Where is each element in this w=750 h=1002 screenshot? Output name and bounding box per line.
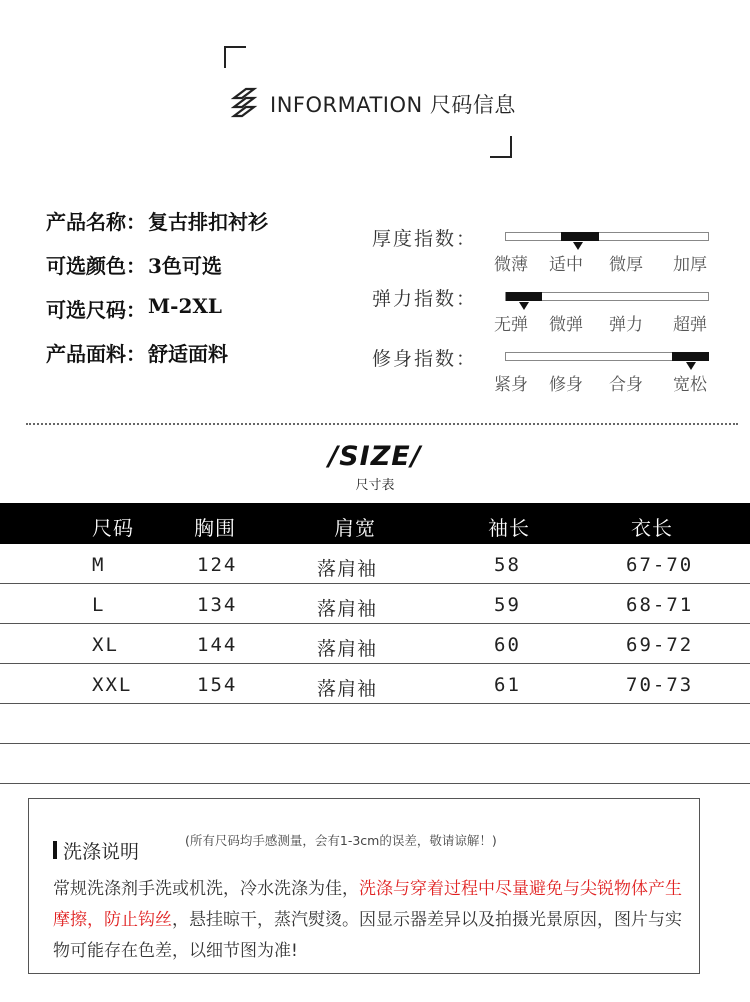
info-value: 3色可选 xyxy=(148,254,222,278)
table-cell: 68-71 xyxy=(626,594,694,616)
care-text-normal: 常规洗涤剂手洗或机洗，冷水洗涤为佳， xyxy=(53,879,359,899)
index-option: 紧身 xyxy=(494,375,528,395)
table-cell: 60 xyxy=(494,634,521,656)
column-header: 尺码 xyxy=(92,516,134,540)
table-cell: 落肩袖 xyxy=(317,638,378,660)
info-label: 可选颜色： xyxy=(46,254,146,278)
table-row xyxy=(0,544,750,584)
table-row xyxy=(0,664,750,704)
index-fill xyxy=(561,232,599,241)
header-title: INFORMATION 尺码信息 xyxy=(270,93,516,117)
table-cell: 134 xyxy=(197,594,238,616)
index-fill xyxy=(506,292,542,301)
info-value: M-2XL xyxy=(148,294,222,318)
index-label: 弹力指数： xyxy=(372,288,478,310)
index-track xyxy=(505,232,709,241)
index-option: 适中 xyxy=(549,255,583,275)
table-cell: 124 xyxy=(197,554,238,576)
table-cell: 落肩袖 xyxy=(317,678,378,700)
table-cell: 69-72 xyxy=(626,634,694,656)
table-cell: M xyxy=(92,554,106,576)
info-value: 舒适面料 xyxy=(148,342,228,366)
index-pointer-icon xyxy=(686,362,696,370)
column-header: 胸围 xyxy=(194,516,236,540)
care-text-warning: 洗涤与穿着过程中尽量避免与尖锐物体产生摩擦，防止钩丝 xyxy=(53,879,682,930)
table-cell: L xyxy=(92,594,106,616)
index-options xyxy=(494,250,720,275)
info-row-color xyxy=(46,250,268,294)
care-text-normal: ，悬挂晾干，蒸汽熨烫。因显示器差异以及拍摄光景原因，图片与实物可能存在色差，以细节图为准! xyxy=(53,910,682,961)
info-label: 产品面料： xyxy=(46,342,146,366)
column-header: 衣长 xyxy=(631,516,673,540)
info-row-fabric xyxy=(46,338,268,382)
info-value: 复古排扣衬衫 xyxy=(148,210,268,234)
dotted-divider xyxy=(26,423,738,425)
index-option: 微薄 xyxy=(494,255,528,275)
table-cell: 61 xyxy=(494,674,521,696)
size-table-header xyxy=(0,503,750,544)
table-cell: 70-73 xyxy=(626,674,694,696)
index-label: 修身指数： xyxy=(372,348,478,370)
care-text xyxy=(53,874,693,967)
info-label: 产品名称： xyxy=(46,210,146,234)
index-option: 修身 xyxy=(549,375,583,395)
index-option: 弹力 xyxy=(609,315,643,335)
index-option: 超弹 xyxy=(673,315,707,335)
table-cell: XL xyxy=(92,634,119,656)
index-pointer-icon xyxy=(573,242,583,250)
table-cell: 落肩袖 xyxy=(317,598,378,620)
index-option: 微厚 xyxy=(609,255,643,275)
index-track xyxy=(505,352,709,361)
care-title-bar xyxy=(53,841,57,859)
info-row-size xyxy=(46,294,268,338)
table-cell: 59 xyxy=(494,594,521,616)
care-note: (所有尺码均手感测量，会有1-3cm的误差，敬请谅解！) xyxy=(185,833,497,848)
table-cell: XXL xyxy=(92,674,133,696)
index-option: 宽松 xyxy=(673,375,707,395)
column-header: 袖长 xyxy=(488,516,530,540)
table-row xyxy=(0,624,750,664)
care-instructions-box xyxy=(28,798,700,974)
product-info xyxy=(46,206,268,382)
table-row xyxy=(0,584,750,624)
index-option: 合身 xyxy=(609,375,643,395)
care-title: 洗涤说明 xyxy=(63,841,140,863)
size-title: /SIZE/ xyxy=(328,441,422,472)
corner-bracket-bottom-right xyxy=(490,136,512,158)
index-pointer-icon xyxy=(519,302,529,310)
stripes-logo-icon xyxy=(228,86,262,120)
column-header: 肩宽 xyxy=(334,516,376,540)
index-label: 厚度指数： xyxy=(372,228,478,250)
table-cell: 落肩袖 xyxy=(317,558,378,580)
index-fill xyxy=(672,352,709,361)
table-row-empty xyxy=(0,704,750,744)
index-options xyxy=(494,370,720,395)
table-cell: 67-70 xyxy=(626,554,694,576)
table-row-empty xyxy=(0,744,750,784)
info-label: 可选尺码： xyxy=(46,298,146,322)
corner-bracket-top-left xyxy=(224,46,246,68)
index-options xyxy=(494,310,720,335)
index-option: 加厚 xyxy=(673,255,707,275)
index-option: 无弹 xyxy=(494,315,528,335)
index-option: 微弹 xyxy=(549,315,583,335)
info-row-name xyxy=(46,206,268,250)
table-cell: 58 xyxy=(494,554,521,576)
table-cell: 154 xyxy=(197,674,238,696)
table-cell: 144 xyxy=(197,634,238,656)
index-track xyxy=(505,292,709,301)
size-subtitle: 尺寸表 xyxy=(355,478,395,493)
